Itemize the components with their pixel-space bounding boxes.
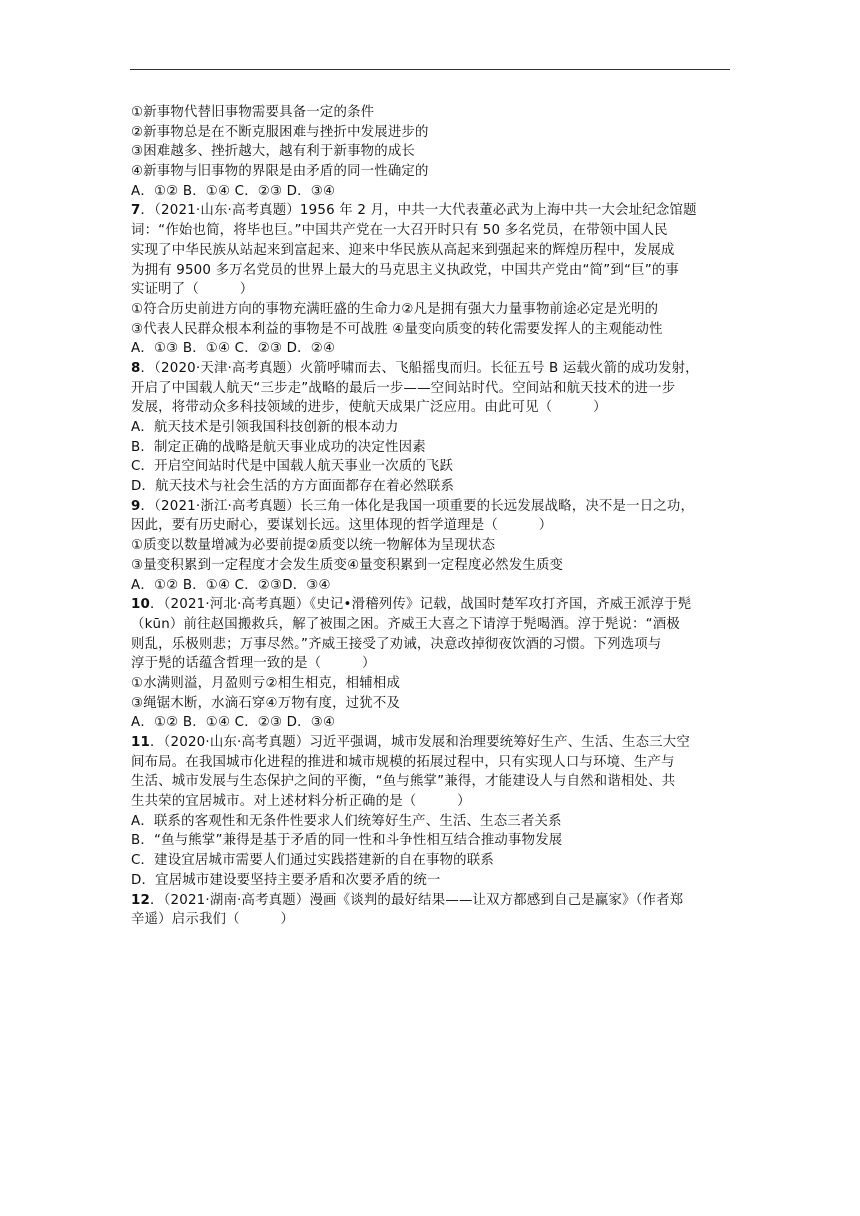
question-stem: ．（2020·山东·高考真题）习近平强调，城市发展和治理要统筹好生产、生活、生态三大空: [150, 735, 690, 750]
option-c: C．建设宜居城市需要人们通过实践搭建新的自在事物的联系: [131, 853, 494, 869]
option-a: A．联系的客观性和无条件性要求人们统筹好生产、生活、生态三者关系: [131, 813, 562, 829]
text-line: 则乱，乐极则悲；万事尽然。”齐威王接受了劝诫，决意改掉彻夜饮酒的习惯。下列选项与: [131, 636, 662, 652]
question-8: [131, 359, 731, 497]
continuation-block: [131, 103, 731, 201]
question-number: 11: [131, 735, 151, 750]
text-line: ③困难越多、挫折越大，越有利于新事物的成长: [131, 144, 416, 160]
question-number: 7: [131, 203, 141, 219]
text-line: 发展，将带动众多科技领域的进步，使航天成果广泛应用。由此可见（ ）: [131, 400, 607, 416]
text-line: ①水满则溢，月盈则亏②相生相克，相辅相成: [131, 675, 401, 691]
text-line: ①质变以数量增减为必要前提②质变以统一物解体为呈现状态: [131, 538, 496, 554]
option-d: D．航天技术与社会生活的方方面面都存在着必然联系: [131, 479, 455, 495]
question-line: [131, 201, 731, 221]
text-line: ③代表人民群众根本利益的事物是不可战胜 ④量变向质变的转化需要发挥人的主观能动性: [131, 321, 663, 337]
question-9: [131, 497, 731, 595]
text-line: 生共荣的宜居城市。对上述材料分析正确的是（ ）: [131, 794, 471, 810]
text-line: 间布局。在我国城市化进程的推进和城市规模的拓展过程中，只有实现人口与环境、生产与: [131, 754, 675, 770]
text-line: ①符合历史前进方向的事物充满旺盛的生命力②凡是拥有强大力量事物前途必定是光明的: [131, 301, 659, 317]
question-12: [131, 891, 731, 930]
answer-options: A．①③ B．①④ C．②③ D．②④: [131, 341, 336, 357]
text-line: ①新事物代替旧事物需要具备一定的条件: [131, 105, 375, 120]
question-stem: ．（2021·河北·高考真题）《史记•滑稽列传》记载，战国时楚军攻打齐国，齐威王派淳于髡: [150, 597, 692, 613]
question-line: [131, 595, 731, 615]
text-line: 实现了中华民族从站起来到富起来、迎来中华民族从高起来到强起来的辉煌历程中，发展成: [131, 242, 675, 258]
answer-options: A．①② B．①④ C．②③ D．③④: [131, 715, 336, 731]
header-rule: [130, 69, 730, 70]
question-number: 10: [131, 597, 151, 613]
question-line: [131, 359, 731, 379]
question-number: 8: [131, 360, 141, 376]
question-stem: ．（2021·浙江·高考真题）长三角一体化是我国一项重要的长远发展战略，决不是一日之功，: [140, 498, 695, 514]
option-b: B．制定正确的战略是航天事业成功的决定性因素: [131, 439, 426, 455]
option-a: A．航天技术是引领我国科技创新的根本动力: [131, 420, 399, 435]
answer-options: A．①② B．①④ C．②③ D．③④: [131, 183, 336, 199]
question-number: 12: [131, 892, 151, 908]
text-line: 淳于髡的话蕴含哲理一致的是（ ）: [131, 656, 376, 672]
document-body: [131, 103, 731, 930]
question-number: 9: [131, 498, 141, 514]
answer-options: A．①② B．①④ C．②③D．③④: [131, 577, 331, 593]
question-stem: ．（2021·湖南·高考真题）漫画《谈判的最好结果——让双方都感到自己是赢家》（作者郑: [150, 892, 684, 908]
question-7: [131, 201, 731, 359]
question-stem: ．（2020·天津·高考真题）火箭呼啸而去、飞船摇曳而归。长征五号 B 运载火箭的成功发射，: [140, 360, 699, 376]
text-line: ③量变积累到一定程度才会发生质变④量变积累到一定程度必然发生质变: [131, 557, 564, 573]
text-line: 实证明了（ ）: [131, 282, 254, 298]
text-line: 词：“作始也简，将毕也巨。”中国共产党在一大召开时只有 50 多名党员，在带领中国人民: [131, 223, 668, 239]
text-line: （kūn）前往赵国搬救兵，解了被围之困。齐威王大喜之下请淳于髡喝酒。淳于髡说：“酒极: [131, 616, 680, 632]
question-line: [131, 733, 731, 753]
text-line: 生活、城市发展与生态保护之间的平衡，“鱼与熊掌”兼得，才能建设人与自然和谐相处、共: [131, 774, 676, 790]
question-11: [131, 733, 731, 891]
question-10: [131, 595, 731, 733]
text-line: 开启了中国载人航天“三步走”战略的最后一步——空间站时代。空间站和航天技术的进一步: [131, 380, 676, 396]
question-line: [131, 497, 731, 517]
text-line: ④新事物与旧事物的界限是由矛盾的同一性确定的: [131, 164, 429, 180]
text-line: ②新事物总是在不断克服困难与挫折中发展进步的: [131, 124, 429, 140]
option-d: D．宜居城市建设要坚持主要矛盾和次要矛盾的统一: [131, 872, 441, 888]
text-line: 因此，要有历史耐心，要谋划长远。这里体现的哲学道理是（ ）: [131, 518, 553, 534]
question-line: [131, 891, 731, 911]
text-line: 辛遥）启示我们（ ）: [131, 912, 295, 928]
text-line: ③绳锯木断，水滴石穿④万物有度，过犹不及: [131, 695, 401, 711]
option-c: C．开启空间站时代是中国载人航天事业一次质的飞跃: [131, 459, 454, 475]
option-b: B．“鱼与熊掌”兼得是基于矛盾的同一性和斗争性相互结合推动事物发展: [131, 833, 563, 849]
question-stem: ．（2021·山东·高考真题）1956 年 2 月，中共一大代表董必武为上海中共一大会址纪念馆题: [140, 203, 697, 219]
text-line: 为拥有 9500 多万名党员的世界上最大的马克思主义执政党，中国共产党由“简”到“巨”的事: [131, 262, 680, 278]
